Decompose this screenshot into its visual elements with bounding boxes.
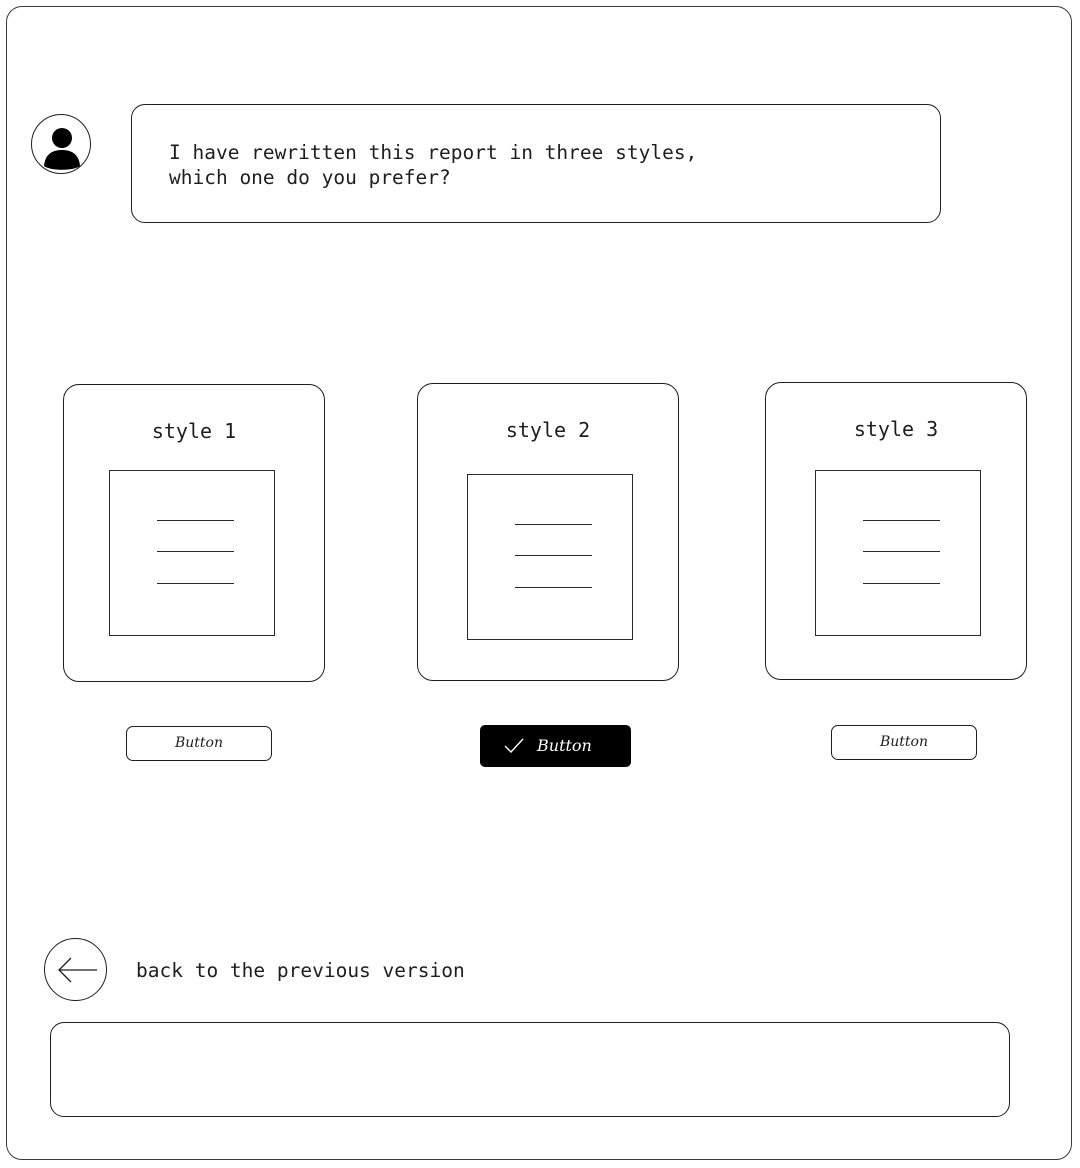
style-card-title: style 2 (505, 418, 591, 442)
message-line-2: which one do you prefer? (169, 166, 451, 189)
style-card-2[interactable] (417, 383, 679, 681)
arrow-left-icon (45, 939, 108, 1002)
check-icon (504, 738, 524, 754)
assistant-message-text (169, 140, 697, 190)
message-input[interactable] (50, 1022, 1010, 1117)
user-avatar-icon (31, 114, 91, 174)
message-line-1: I have rewritten this report in three styles, (169, 141, 698, 164)
style-card-3[interactable] (765, 382, 1027, 680)
select-style-3-button[interactable]: Button (831, 725, 977, 760)
assistant-message-bubble (131, 104, 941, 223)
select-style-2-label: Button (537, 736, 592, 755)
select-style-1-button[interactable]: Button (126, 726, 272, 761)
select-style-2-button[interactable] (480, 725, 631, 767)
document-icon (109, 470, 275, 636)
document-icon (467, 474, 633, 640)
style-card-1[interactable] (63, 384, 325, 682)
back-label[interactable]: back to the previous version (136, 959, 465, 982)
back-button[interactable] (44, 938, 107, 1001)
style-card-title: style 3 (853, 417, 939, 441)
document-icon (815, 470, 981, 636)
style-card-title: style 1 (151, 419, 237, 443)
